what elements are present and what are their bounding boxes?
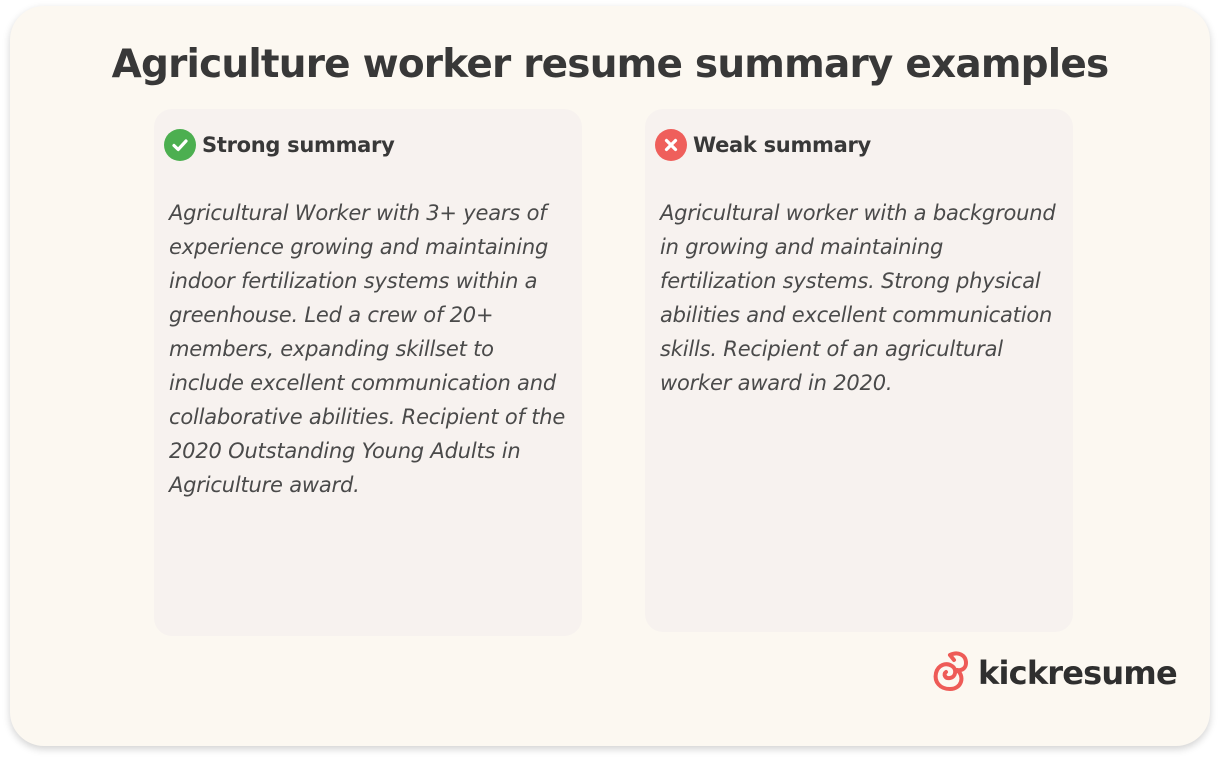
weak-summary-header (655, 129, 871, 161)
brand-name: kickresume (978, 654, 1177, 692)
page-title: Agriculture worker resume summary examples (111, 42, 1109, 87)
kickresume-logo-icon (930, 649, 970, 698)
brand-logo (930, 650, 1177, 696)
infographic-frame (10, 6, 1210, 746)
weak-summary-text: Agricultural worker with a background in growing and maintaining fertilization systems. Strong physical abilities and excellent communication skills. Recipient of an agricultural worker award in 2020. (660, 201, 1056, 395)
weak-summary-card (645, 109, 1073, 632)
strong-summary-title: Strong summary (202, 133, 395, 157)
strong-summary-text: Agricultural Worker with 3+ years of experience growing and maintaining indoor fertilization systems within a greenhouse. Led a crew of 20+ members, expanding skillset to include excellent communication and collaborative abilities. Recipient of the 2020 Outstanding Young Adults in Agriculture award. (169, 201, 566, 497)
x-circle-icon (655, 129, 687, 161)
strong-summary-card (154, 109, 582, 636)
weak-summary-title: Weak summary (693, 133, 871, 157)
check-circle-icon (164, 129, 196, 161)
strong-summary-header (164, 129, 394, 161)
